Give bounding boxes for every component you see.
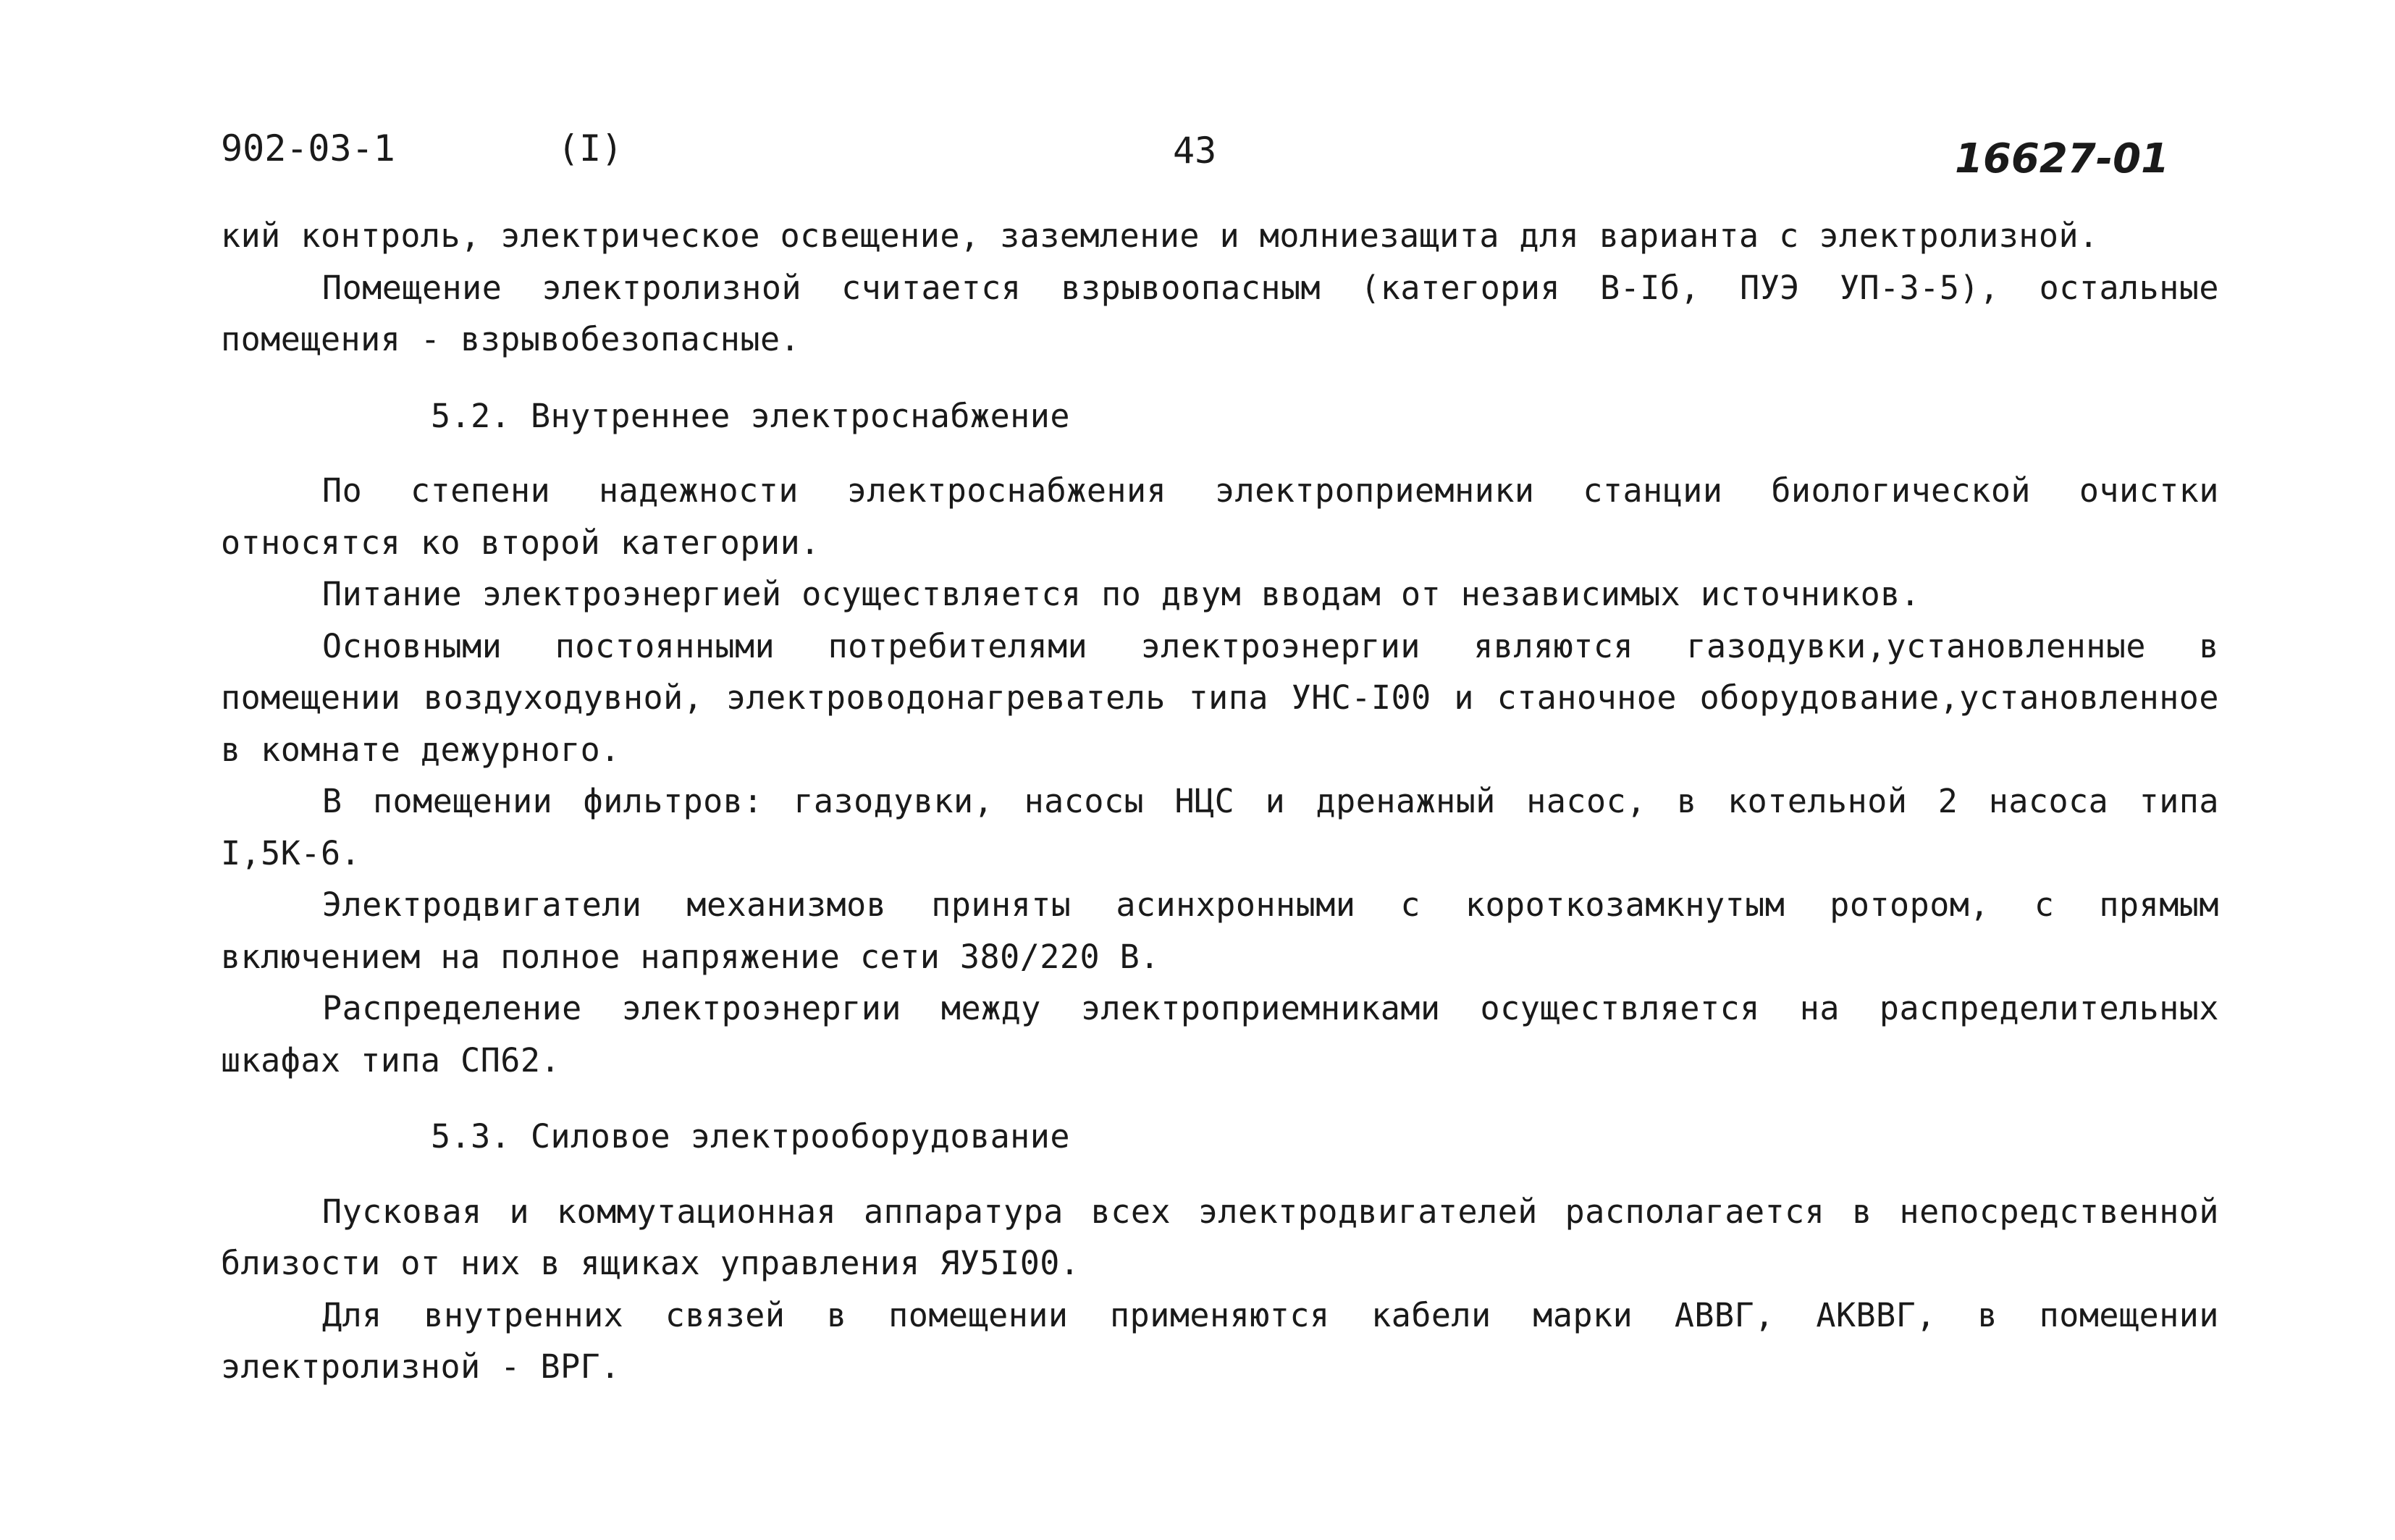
paragraph: Основными постоянными потребителями электроэнергии являются газодувки,установленные в помещении воздуходувной, электроводонагреватель типа УНС-I00 и станочное оборудование,установленное в комнате дежурного. xyxy=(221,626,2219,769)
paragraph: Электродвигатели механизмов приняты асинхронными с короткозамкнутым ротором, с прямым включением на полное напряжение сети 380/220 В. xyxy=(221,885,2219,976)
document-body xyxy=(221,210,2219,1393)
paragraph: По степени надежности электроснабжения электроприемники станции биологической очистки относятся ко второй категории. xyxy=(221,471,2219,562)
paragraph: Для внутренних связей в помещении применяются кабели марки АВВГ, АКВВГ, в помещении электролизной - ВРГ. xyxy=(221,1295,2219,1386)
page-number: 43 xyxy=(1173,130,1217,172)
paragraph: В помещении фильтров: газодувки, насосы НЦС и дренажный насос, в котельной 2 насоса типа I,5К-6. xyxy=(221,782,2219,872)
page-header xyxy=(0,0,2395,188)
paragraph: Пусковая и коммутационная аппаратура всех электродвигателей располагается в непосредственной близости от них в ящиках управления ЯУ5I00. xyxy=(221,1192,2219,1282)
section-heading: 5.3. Силовое электрооборудование xyxy=(431,1117,1070,1156)
part-number: (I) xyxy=(557,127,623,169)
section-heading: 5.2. Внутреннее электроснабжение xyxy=(431,396,1070,435)
paragraph: кий контроль, электрическое освещение, заземление и молниезащита для варианта с электролизной. xyxy=(221,216,2099,255)
project-code: 902-03-1 xyxy=(221,127,395,169)
paragraph: Питание электроэнергией осуществляется по двум вводам от независимых источников. xyxy=(322,575,1921,613)
paragraph: Помещение электролизной считается взрывоопасным (категория В-Iб, ПУЭ УП-3-5), остальные помещения - взрывобезопасные. xyxy=(221,268,2219,358)
paragraph: Распределение электроэнергии между электроприемниками осуществляется на распределительных шкафах типа СП62. xyxy=(221,989,2219,1080)
document-number: 16627-01 xyxy=(1955,135,2169,182)
